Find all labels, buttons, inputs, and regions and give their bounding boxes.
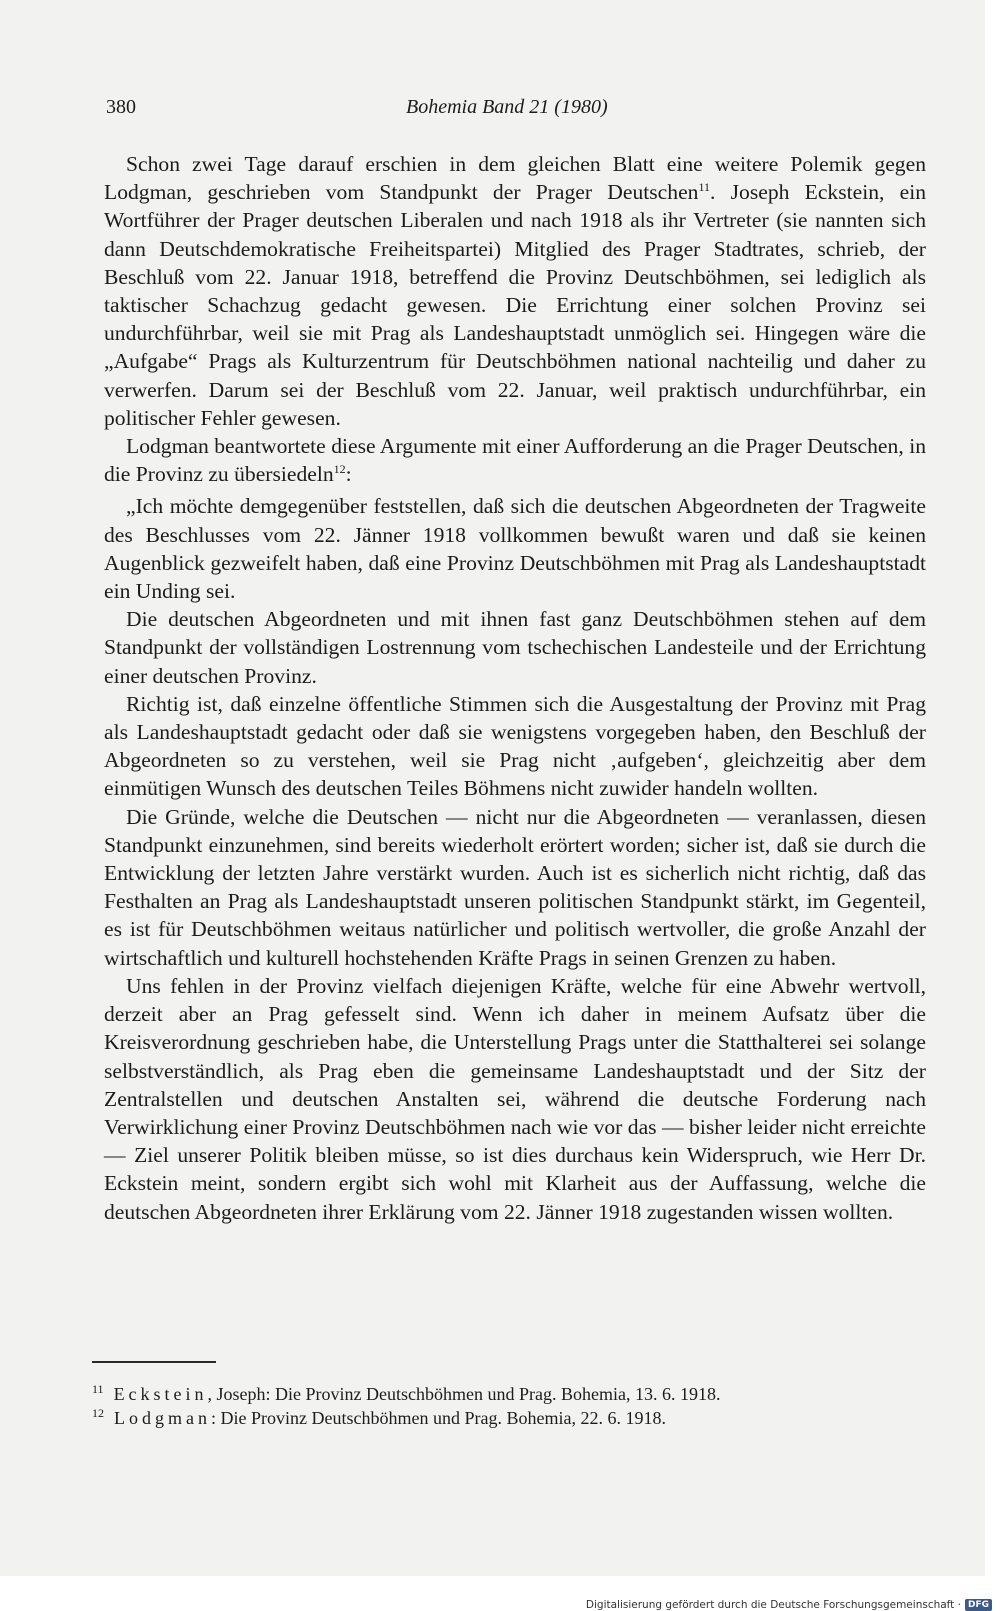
quote-paragraph: Die deutschen Abgeordneten und mit ihnen fast ganz Deutschböhmen stehen auf dem Standpunkt der vollständigen Lostrennung vom tschechischen Landesteile und der Errichtung einer deutschen Provinz.	[104, 607, 926, 688]
paragraph-text: :	[345, 462, 352, 487]
footnote-author: Lodgman	[114, 1408, 211, 1428]
footnote-reference: 11	[698, 180, 711, 195]
page-number: 380	[106, 96, 136, 118]
footnote-reference: 12	[333, 462, 346, 477]
credit-text: Digitalisierung gefördert durch die Deutsche Forschungsgemeinschaft ·	[585, 1599, 961, 1611]
paragraph	[104, 150, 926, 432]
footnote-number: 11	[92, 1382, 104, 1396]
footnote-number: 12	[92, 1406, 104, 1420]
paragraph-text: . Joseph Eckstein, ein Wortführer der Prager deutschen Liberalen und nach 1918 als ihr Vertreter (sie nannten sich dann Deutschdemokratische Freiheitspartei) Mitglied des Prager Stadtrates, schrieb, der Beschluß vom 22. Januar 1918, betreffend die Provinz Deutschböhmen, sei lediglich als taktischer Schachzug gedacht gewesen. Die Errichtung einer solchen Provinz sei undurchführbar, weil sie mit Prag als Landeshauptstadt unmöglich sei. Hingegen wäre die „Aufgabe“ Prags als Kulturzentrum für Deutschböhmen national nachteilig und daher zu verwerfen. Darum sei der Beschluß vom 22. Januar, weil praktisch undurchführbar, ein politischer Fehler gewesen.	[104, 180, 926, 430]
paragraph	[104, 432, 926, 488]
running-head: Bohemia Band 21 (1980)	[406, 96, 608, 118]
footnote-text: , Joseph: Die Provinz Deutschböhmen und Prag. Bohemia, 13. 6. 1918.	[207, 1384, 721, 1404]
quote-paragraph: „Ich möchte demgegenüber feststellen, daß sich die deutschen Abgeordneten der Tragweite des Beschlusses vom 22. Jänner 1918 vollkommen bewußt waren und daß sie keinen Augenblick gezweifelt haben, daß eine Provinz Deutschböhmen mit Prag als Landeshauptstadt ein Unding sei.	[104, 494, 926, 604]
footnote-text: : Die Provinz Deutschböhmen und Prag. Bohemia, 22. 6. 1918.	[211, 1408, 666, 1428]
digitization-credit	[586, 1599, 992, 1611]
footnote-author: Eckstein	[113, 1384, 208, 1404]
quote-paragraph: Die Gründe, welche die Deutschen — nicht nur die Abgeordneten — veranlassen, diesen Standpunkt einzunehmen, sind bereits wiederholt erörtert worden; sicher ist, daß sie durch die Entwicklung der letzten Jahre verstärkt wurden. Auch ist es sicherlich nicht richtig, daß das Festhalten an Prag als Landeshauptstadt unseren politischen Standpunkt stärkt, im Gegenteil, es ist für Deutschböhmen weitaus natürlicher und politisch wertvoller, die große Anzahl der wirtschaftlich und kulturell hochstehenden Kräfte Prags in seinen Grenzen zu haben.	[104, 804, 926, 970]
footnote-11	[92, 1382, 922, 1406]
footnote-divider	[92, 1361, 216, 1363]
footnote-12	[92, 1406, 922, 1430]
quote-paragraph: Uns fehlen in der Provinz vielfach diejenigen Kräfte, welche für eine Abwehr wertvoll, derzeit aber an Prag gefesselt sind. Wenn ich daher in meinem Aufsatz über die Kreisverordnung geschrieben habe, die Unterstellung Prags unter die Statthalterei sei solange selbstverständlich, als Prag eben die gemeinsame Landeshauptstadt und der Sitz der Zentralstellen und deutschen Anstalten sei, während die deutsche Forderung nach Verwirklichung einer Provinz Deutschböhmen nach wie vor das — bisher leider nicht erreichte — Ziel unserer Politik bleiben müsse, so ist dies durchaus kein Widerspruch, wie Herr Dr. Eckstein meint, sondern ergibt sich wohl mit Klarheit aus der Auffassung, welche die deutschen Abgeordneten ihrer Erklärung vom 22. Jänner 1918 zugestanden wissen wollten.	[104, 973, 926, 1224]
body-text	[104, 150, 926, 1226]
page-header	[106, 96, 926, 126]
paragraph-text: Lodgman beantwortete diese Argumente mit einer Aufforderung an die Prager Deutschen, in die Provinz zu übersiedeln	[104, 434, 926, 487]
quote-paragraph: Richtig ist, daß einzelne öffentliche Stimmen sich die Ausgestaltung der Provinz mit Prag als Landeshauptstadt gedacht oder daß sie wenigstens vorgegeben haben, den Beschluß der Abgeordneten so zu verstehen, weil sie Prag nicht ‚aufgeben‘, gleichzeitig aber dem einmütigen Wunsch des deutschen Teiles Böhmens nicht zuwider handeln wollten.	[104, 691, 926, 801]
footnotes	[92, 1382, 922, 1430]
dfg-logo: DFG	[965, 1599, 992, 1611]
paragraph-text: Schon zwei Tage darauf erschien in dem gleichen Blatt eine weitere Polemik gegen Lodgman, geschrieben vom Standpunkt der Prager Deutschen	[104, 152, 926, 205]
